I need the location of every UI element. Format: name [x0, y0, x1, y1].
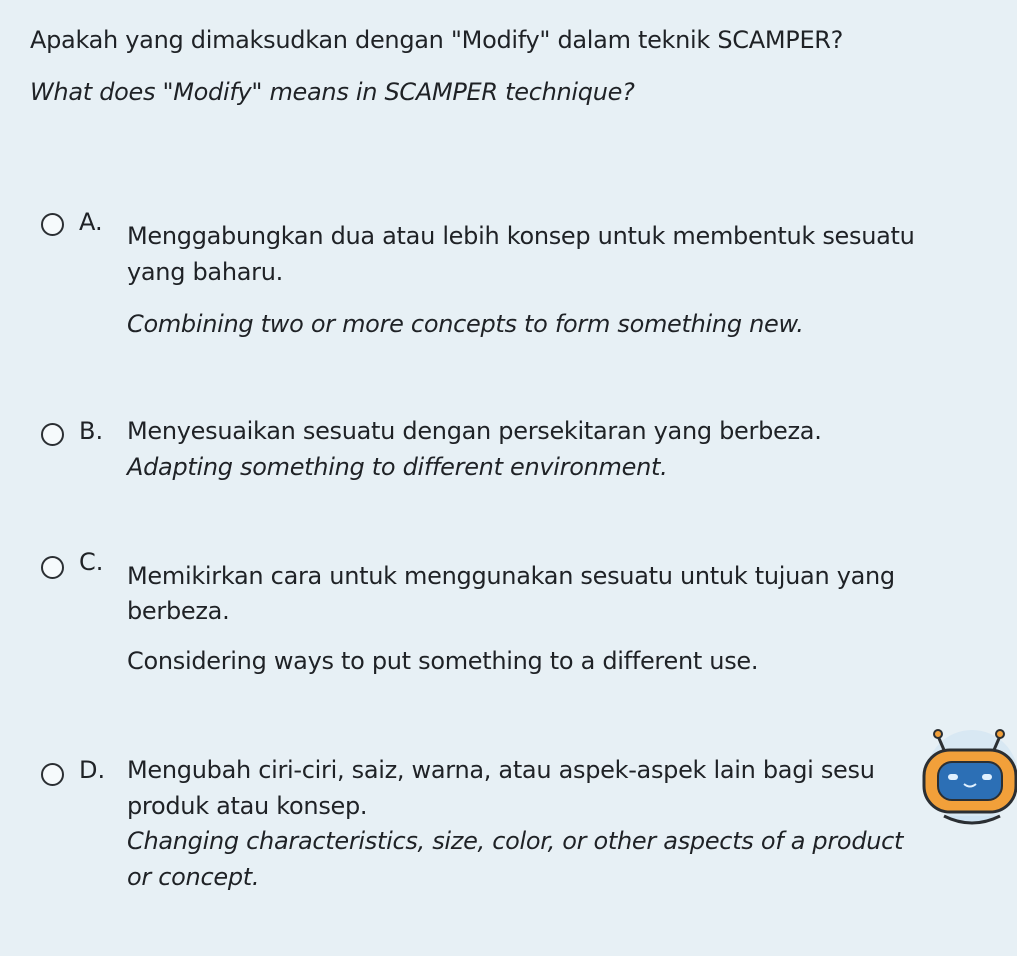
option-c-letter: C. — [79, 548, 104, 576]
option-b-radio[interactable] — [41, 423, 64, 446]
option-d-radio[interactable] — [41, 763, 64, 786]
option-d-english-line-1: Changing characteristics, size, color, or other aspects of a product — [127, 827, 904, 855]
option-d-malay-line-2: produk atau konsep. — [127, 792, 368, 820]
page-title-ms: Apakah yang dimaksudkan dengan "Modify" dalam teknik SCAMPER? — [30, 26, 844, 54]
option-a-malay-line-2: yang baharu. — [127, 258, 283, 286]
option-c-malay-line-1: Memikirkan cara untuk menggunakan sesuatu untuk tujuan yang — [127, 562, 895, 590]
option-d-letter: D. — [79, 756, 106, 784]
option-a-radio[interactable] — [41, 213, 64, 236]
option-a-letter: A. — [79, 208, 103, 236]
option-b-malay-line-1: Menyesuaikan sesuatu dengan persekitaran yang berbeza. — [127, 417, 822, 445]
option-a-english-line-1: Combining two or more concepts to form something new. — [127, 310, 804, 338]
option-d-english-line-2: or concept. — [127, 863, 260, 891]
robot-assistant-icon[interactable] — [914, 720, 1017, 830]
option-d-malay-line-1: Mengubah ciri-ciri, saiz, warna, atau aspek-aspek lain bagi sesu — [127, 756, 875, 784]
option-b-english-line-1: Adapting something to different environment. — [127, 453, 668, 481]
option-c-radio[interactable] — [41, 556, 64, 579]
option-b-letter: B. — [79, 417, 104, 445]
page-title-en: What does "Modify" means in SCAMPER technique? — [30, 78, 635, 106]
option-a-malay-line-1: Menggabungkan dua atau lebih konsep untuk membentuk sesuatu — [127, 222, 915, 250]
option-c-malay-line-2: berbeza. — [127, 597, 230, 625]
option-c-english-line-1: Considering ways to put something to a different use. — [127, 647, 759, 675]
